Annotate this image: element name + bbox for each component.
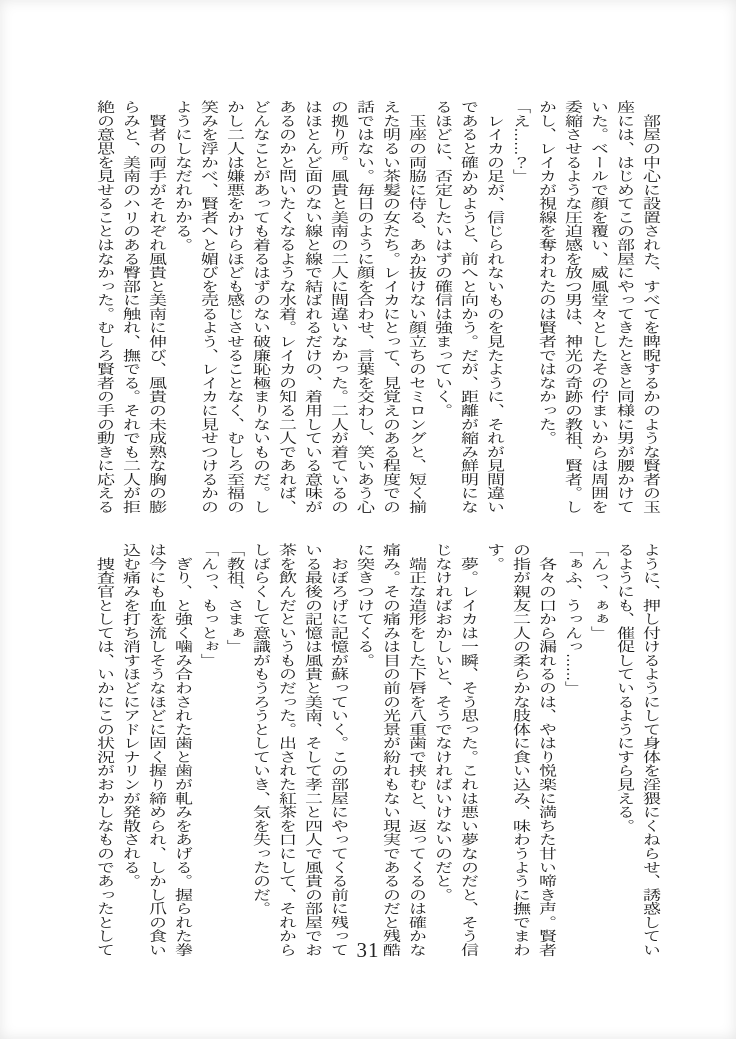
paragraph: 夢。レイカは一瞬、そう思った。これは悪い夢なのだと、そう信じなければおかしいと、そうでなければいけないのだと。 [433, 543, 479, 957]
paragraph: 玉座の両脇に侍る、あか抜けない顔立ちのセミロングと、短く揃えた明るい茶髪の女たち。レイカにとって、見覚えのある程度での話ではない。毎日のように顔を合わせ、言葉を交わし、笑いあう心の拠り所。風貴と美南の二人に間違いなかった。二人が着ているのはほとんど面のない線と線で結ばれるだけの、着用している意味があるのかと問いたくなるような水着。レイカの知る二人であれば、どんなことがあっても着るはずのない破廉恥極まりないものだ。しかし二人は嫌悪をかけらほども感じさせることなく、むしろ至福の笑みを浮かべ、賢者へと媚びを売るよう、レイカに見せつけるかのようにしなだれかかる。 [173, 100, 427, 514]
paragraph: おぼろげに記憶が蘇っていく。この部屋にやってくる前に残っている最後の記憶は風貴と美南、そして孝二と四人で風貴の部屋でお茶を飲んだというものだった。出された紅茶を口にして、それからしばらくして意識がもうろうとしていき、気を失ったのだ。 [251, 543, 349, 957]
text-block-bottom [92, 543, 664, 963]
paragraph: 「教祖、さまぁ」 [225, 543, 245, 654]
paragraph: 賢者の両手がそれぞれ風貴と美南に伸び、風貴の未成熟な胸の膨らみと、美南のハリのある臀部に触れ、撫でる。それでも二人が拒絶の意思を見せることはなかった。むしろ賢者の手の動きに応える [95, 100, 167, 514]
paragraph: ように、押し付けるようにして身体を淫猥にくねらせ、誘惑しているようにも、催促しているようにすら見える。 [615, 543, 661, 957]
text-block-top [92, 100, 664, 520]
paragraph: 捜査官としては、いかにこの状況がおかしなものであったとして [95, 543, 115, 957]
paragraph: 「んっ、もっとぉ」 [199, 543, 219, 668]
paragraph: 「え……？」 [511, 100, 531, 183]
page-number: 31 [356, 938, 380, 962]
paragraph: レイカの足が、信じられないものを見たように、それが見間違いであると確かめようと、前へと向かう。だが、距離が縮み鮮明になるほどに、否定したいはずの確信は強まっていく。 [433, 100, 505, 514]
paragraph: 「んっ、ぁぁ」 [589, 543, 609, 640]
paragraph: 端正な造形をした下唇を八重歯で挟むと、返ってくるのは確かな痛み。その痛みは目の前の光景が紛れもない現実であるのだと残酷に突きつけてくる。 [355, 543, 427, 957]
paragraph: 「ぁふ、うっんっ……」 [563, 543, 583, 695]
paragraph: 各々の口から漏れるのは、やはり悦楽に満ちた甘い啼き声。賢者の指が親友二人の柔らかな肢体に食い込み、味わうように撫でまわす。 [485, 543, 557, 957]
paragraph: 部屋の中心に設置された、すべてを睥睨するかのような賢者の玉座には、はじめてこの部屋にやってきたときと同様に男が腰かけていた。ベールで顔を覆い、威風堂々としたその佇まいからは周囲を委縮させるような圧迫感を放つ男は、神光の奇跡の教祖、賢者。しかし、レイカが視線を奪われたのは賢者ではなかった。 [537, 100, 661, 514]
paragraph: ぎり、と強く噛み合わされた歯と歯が軋みをあげる。握られた拳は今にも血を流しそうなほどに固く握り締められ、しかし爪の食い込む痛みを打ち消すほどにアドレナリンが発散される。 [121, 543, 193, 957]
